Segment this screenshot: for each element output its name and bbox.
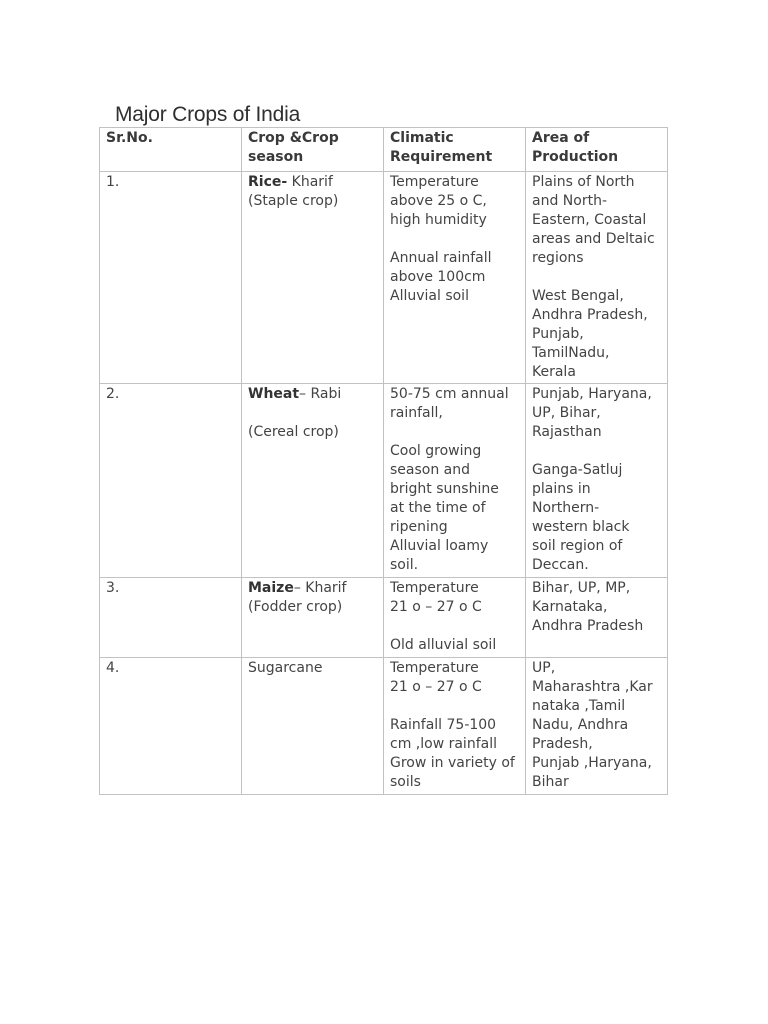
cell-crop xyxy=(242,384,384,578)
cell-line: UP, Bihar, xyxy=(532,405,601,421)
table-row xyxy=(100,384,668,578)
header-crop xyxy=(242,128,384,172)
cell-line: Production xyxy=(532,149,619,165)
document-title: Major Crops of India xyxy=(115,103,301,126)
cell-line: Alluvial soil xyxy=(390,288,469,304)
cell-line: Rainfall 75-100 xyxy=(390,717,497,733)
cell-line xyxy=(390,230,521,249)
cell-line: Climatic xyxy=(390,130,454,146)
cell-line: West Bengal, xyxy=(532,288,624,304)
cell-line xyxy=(390,697,521,716)
cell-line: Crop &Crop xyxy=(248,130,339,146)
cell-line: (Cereal crop) xyxy=(248,424,339,440)
cell-line: Punjab, xyxy=(532,326,584,342)
cell-line: nataka ,Tamil xyxy=(532,698,626,714)
cell-climate xyxy=(384,172,526,384)
cell-line: Temperature xyxy=(390,660,479,676)
cell-line xyxy=(532,268,663,287)
cell-line xyxy=(532,442,663,461)
cell-line: above 100cm xyxy=(390,269,486,285)
cell-area xyxy=(526,172,668,384)
cell-line: cm ,low rainfall xyxy=(390,736,497,752)
cell-srno: 4. xyxy=(100,658,242,795)
crop-name: Maize xyxy=(248,580,294,596)
crop-season: – Rabi xyxy=(299,386,342,402)
cell-line: regions xyxy=(532,250,584,266)
cell-line: 21 o – 27 o C xyxy=(390,679,482,695)
cell-line: and North- xyxy=(532,193,607,209)
cell-line: Deccan. xyxy=(532,557,589,573)
cell-line: Plains of North xyxy=(532,174,635,190)
cell-srno: 1. xyxy=(100,172,242,384)
cell-line: at the time of xyxy=(390,500,486,516)
cell-crop xyxy=(242,172,384,384)
cell-line xyxy=(248,404,379,423)
header-area xyxy=(526,128,668,172)
cell-line: 21 o – 27 o C xyxy=(390,599,482,615)
cell-line: Alluvial loamy xyxy=(390,538,489,554)
cell-line: Maharashtra ,Kar xyxy=(532,679,653,695)
cell-line: Andhra Pradesh xyxy=(532,618,644,634)
cell-line: above 25 o C, xyxy=(390,193,487,209)
cell-line: soil region of xyxy=(532,538,623,554)
cell-line: ripening xyxy=(390,519,448,535)
table-row xyxy=(100,578,668,658)
cell-line: Rajasthan xyxy=(532,424,602,440)
header-srno: Sr.No. xyxy=(100,128,242,172)
cell-line: Temperature xyxy=(390,174,479,190)
cell-line: Old alluvial soil xyxy=(390,637,497,653)
cell-line: Kerala xyxy=(532,364,576,380)
cell-line: bright sunshine xyxy=(390,481,499,497)
cell-line: areas and Deltaic xyxy=(532,231,655,247)
cell-line: Pradesh, xyxy=(532,736,593,752)
crop-season: Sugarcane xyxy=(248,660,323,676)
cell-area xyxy=(526,658,668,795)
crop-name: Wheat xyxy=(248,386,300,402)
cell-line: plains in xyxy=(532,481,591,497)
cell-line: season and xyxy=(390,462,471,478)
crops-table xyxy=(99,127,668,795)
cell-line: Northern- xyxy=(532,500,600,516)
cell-line: 50-75 cm annual xyxy=(390,386,509,402)
cell-line xyxy=(390,617,521,636)
cell-crop xyxy=(242,658,384,795)
cell-line: UP, xyxy=(532,660,556,676)
cell-line: Requirement xyxy=(390,149,493,165)
cell-line: Temperature xyxy=(390,580,479,596)
cell-line: (Staple crop) xyxy=(248,193,339,209)
cell-line: Annual rainfall xyxy=(390,250,492,266)
cell-area xyxy=(526,578,668,658)
cell-climate xyxy=(384,578,526,658)
crop-season: Kharif xyxy=(287,174,333,190)
table-row xyxy=(100,172,668,384)
table-header-row xyxy=(100,128,668,172)
cell-srno: 2. xyxy=(100,384,242,578)
cell-line: Grow in variety of xyxy=(390,755,515,771)
crop-name: Rice- xyxy=(248,174,288,190)
header-climate xyxy=(384,128,526,172)
cell-area xyxy=(526,384,668,578)
cell-line: Karnataka, xyxy=(532,599,608,615)
cell-line: Area of xyxy=(532,130,590,146)
cell-line: Eastern, Coastal xyxy=(532,212,647,228)
crop-season: – Kharif xyxy=(293,580,347,596)
cell-line: (Fodder crop) xyxy=(248,599,343,615)
cell-climate xyxy=(384,384,526,578)
cell-line: Nadu, Andhra xyxy=(532,717,629,733)
cell-line: soil. xyxy=(390,557,419,573)
cell-line: season xyxy=(248,149,304,165)
cell-line: soils xyxy=(390,774,421,790)
cell-line: rainfall, xyxy=(390,405,443,421)
cell-line: Bihar, UP, MP, xyxy=(532,580,631,596)
cell-srno: 3. xyxy=(100,578,242,658)
cell-line: Punjab, Haryana, xyxy=(532,386,652,402)
cell-line: Cool growing xyxy=(390,443,482,459)
cell-line: Bihar xyxy=(532,774,569,790)
cell-line: Andhra Pradesh, xyxy=(532,307,648,323)
cell-line: western black xyxy=(532,519,630,535)
cell-crop xyxy=(242,578,384,658)
cell-line: TamilNadu, xyxy=(532,345,610,361)
cell-line: Punjab ,Haryana, xyxy=(532,755,652,771)
cell-line: Ganga-Satluj xyxy=(532,462,623,478)
cell-line: high humidity xyxy=(390,212,487,228)
cell-climate xyxy=(384,658,526,795)
table-row xyxy=(100,658,668,795)
cell-line xyxy=(390,423,521,442)
